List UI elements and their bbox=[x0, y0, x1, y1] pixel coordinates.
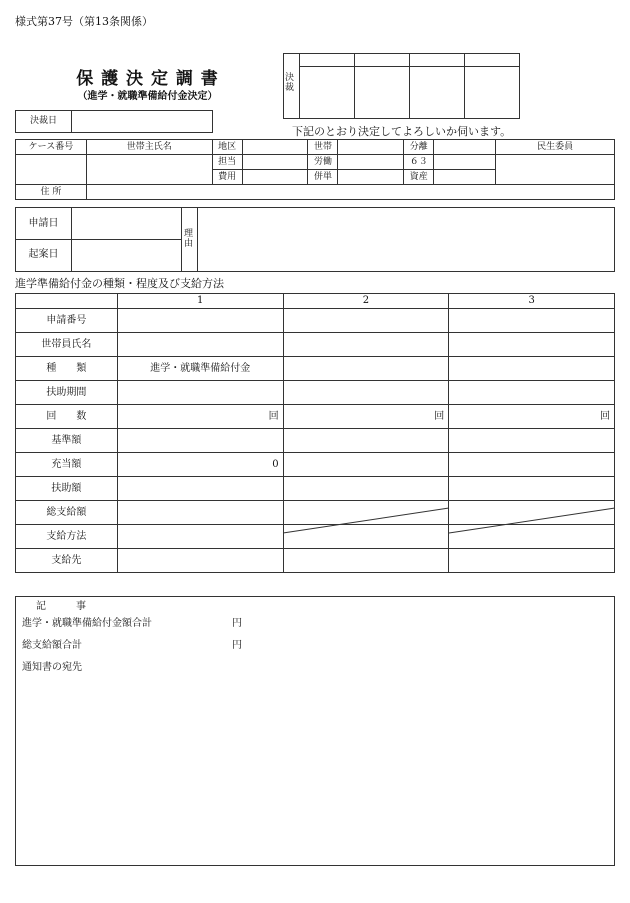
draft-date-field[interactable] bbox=[72, 240, 181, 271]
grant-row bbox=[16, 405, 615, 429]
combined-field[interactable] bbox=[338, 170, 404, 185]
grant-cell[interactable] bbox=[283, 453, 449, 477]
total-grant-unit: 円 bbox=[232, 618, 242, 629]
application-date-label: 申請日 bbox=[28, 218, 59, 229]
in-charge-label: 担当 bbox=[212, 155, 242, 170]
grant-row-label: 扶助期間 bbox=[16, 381, 118, 405]
form-number: 様式第37号（第13条関係） bbox=[15, 15, 153, 28]
draft-date-label: 起案日 bbox=[28, 249, 59, 260]
request-text: 下記のとおり決定してよろしいか伺います。 bbox=[292, 125, 512, 138]
grant-cell[interactable] bbox=[283, 333, 449, 357]
separation-value-field[interactable] bbox=[434, 155, 496, 170]
grant-row bbox=[16, 549, 615, 573]
approval-stamp-box bbox=[283, 53, 520, 119]
grant-cell[interactable] bbox=[449, 501, 615, 525]
total-grant-label: 進学・就職準備給付金額合計 bbox=[22, 618, 152, 629]
approval-date-label: 決裁日 bbox=[29, 116, 57, 126]
case-info-table bbox=[15, 139, 615, 200]
separation-field[interactable] bbox=[434, 140, 496, 155]
grant-row-label: 支給先 bbox=[16, 549, 118, 573]
grant-cell[interactable] bbox=[117, 333, 283, 357]
grant-cell[interactable] bbox=[117, 381, 283, 405]
grant-cell[interactable] bbox=[449, 453, 615, 477]
expenses-label: 費用 bbox=[212, 170, 242, 185]
grant-row bbox=[16, 477, 615, 501]
district-label: 地区 bbox=[212, 140, 242, 155]
separation-value: ６３ bbox=[404, 155, 434, 170]
household-field[interactable] bbox=[338, 140, 404, 155]
grant-cell[interactable] bbox=[449, 525, 615, 549]
grant-cell[interactable] bbox=[449, 549, 615, 573]
welfare-commissioner-field[interactable] bbox=[496, 155, 615, 185]
grant-cell[interactable] bbox=[449, 477, 615, 501]
assets-field[interactable] bbox=[434, 170, 496, 185]
grant-cell[interactable]: 回 bbox=[283, 405, 449, 429]
grant-row-label: 世帯員氏名 bbox=[16, 333, 118, 357]
grant-cell[interactable] bbox=[283, 309, 449, 333]
combined-label: 併単 bbox=[308, 170, 338, 185]
grant-row bbox=[16, 501, 615, 525]
column-header: 2 bbox=[283, 294, 449, 309]
notice-recipient-label: 通知書の宛先 bbox=[22, 662, 82, 673]
approval-label: 決裁 bbox=[285, 73, 295, 93]
grant-row-label: 支給方法 bbox=[16, 525, 118, 549]
grant-cell[interactable] bbox=[449, 309, 615, 333]
household-head-name-label: 世帯主氏名 bbox=[86, 140, 212, 155]
separation-label: 分離 bbox=[404, 140, 434, 155]
column-header: 1 bbox=[117, 294, 283, 309]
grant-row-label: 申請番号 bbox=[16, 309, 118, 333]
address-field[interactable] bbox=[86, 185, 614, 200]
grant-cell[interactable] bbox=[117, 525, 283, 549]
household-label: 世帯 bbox=[308, 140, 338, 155]
grant-cell[interactable] bbox=[117, 549, 283, 573]
expenses-field[interactable] bbox=[242, 170, 308, 185]
approval-date-box bbox=[15, 110, 213, 133]
grant-cell[interactable] bbox=[283, 501, 449, 525]
assets-label: 資産 bbox=[404, 170, 434, 185]
section-title: 進学準備給付金の種類・程度及び支給方法 bbox=[15, 277, 224, 290]
grant-row bbox=[16, 525, 615, 549]
reason-label: 理由 bbox=[184, 229, 194, 249]
household-head-name-field[interactable] bbox=[86, 155, 212, 185]
grant-cell[interactable] bbox=[449, 429, 615, 453]
grant-row bbox=[16, 453, 615, 477]
dates-reason-box bbox=[15, 207, 615, 272]
grant-row-label: 種 類 bbox=[16, 357, 118, 381]
page-subtitle: （進学・就職準備給付金決定） bbox=[77, 91, 218, 102]
address-label: 住 所 bbox=[16, 185, 87, 200]
grant-row-label: 扶助額 bbox=[16, 477, 118, 501]
grant-table bbox=[15, 293, 615, 573]
reason-field[interactable] bbox=[198, 208, 614, 271]
grant-cell[interactable] bbox=[283, 549, 449, 573]
page-title: 保 護 決 定 調 書 bbox=[76, 69, 219, 89]
grant-row bbox=[16, 357, 615, 381]
grant-cell[interactable] bbox=[283, 477, 449, 501]
grant-cell[interactable] bbox=[117, 501, 283, 525]
approval-date-field[interactable] bbox=[72, 111, 212, 132]
grant-cell[interactable] bbox=[449, 381, 615, 405]
grant-cell[interactable] bbox=[283, 381, 449, 405]
labor-field[interactable] bbox=[338, 155, 404, 170]
grant-row-label: 充当額 bbox=[16, 453, 118, 477]
notes-box bbox=[15, 596, 615, 866]
grant-cell[interactable] bbox=[117, 309, 283, 333]
district-field[interactable] bbox=[242, 140, 308, 155]
grant-cell[interactable] bbox=[117, 477, 283, 501]
in-charge-field[interactable] bbox=[242, 155, 308, 170]
grant-row-label: 回 数 bbox=[16, 405, 118, 429]
grant-cell[interactable]: 回 bbox=[117, 405, 283, 429]
grant-cell[interactable] bbox=[283, 429, 449, 453]
case-number-label: ケース番号 bbox=[16, 140, 87, 155]
grant-row bbox=[16, 309, 615, 333]
welfare-commissioner-label: 民生委員 bbox=[496, 140, 615, 155]
grant-cell[interactable] bbox=[449, 333, 615, 357]
total-payment-unit: 円 bbox=[232, 640, 242, 651]
labor-label: 労働 bbox=[308, 155, 338, 170]
grant-row bbox=[16, 381, 615, 405]
application-date-field[interactable] bbox=[72, 208, 181, 239]
grant-row-label: 基準額 bbox=[16, 429, 118, 453]
grant-cell[interactable] bbox=[117, 429, 283, 453]
grant-cell[interactable] bbox=[283, 357, 449, 381]
total-payment-label: 総支給額合計 bbox=[22, 640, 82, 651]
grant-cell[interactable]: 回 bbox=[449, 405, 615, 429]
grant-row-label: 総支給額 bbox=[16, 501, 118, 525]
grant-cell[interactable] bbox=[449, 357, 615, 381]
grant-row bbox=[16, 429, 615, 453]
grant-cell[interactable] bbox=[283, 525, 449, 549]
grant-cell[interactable]: 進学・就職準備給付金 bbox=[117, 357, 283, 381]
case-number-field[interactable] bbox=[16, 155, 87, 185]
grant-cell[interactable]: 0 bbox=[117, 453, 283, 477]
column-header: 3 bbox=[449, 294, 615, 309]
grant-row bbox=[16, 333, 615, 357]
notes-heading: 記 事 bbox=[36, 601, 86, 612]
